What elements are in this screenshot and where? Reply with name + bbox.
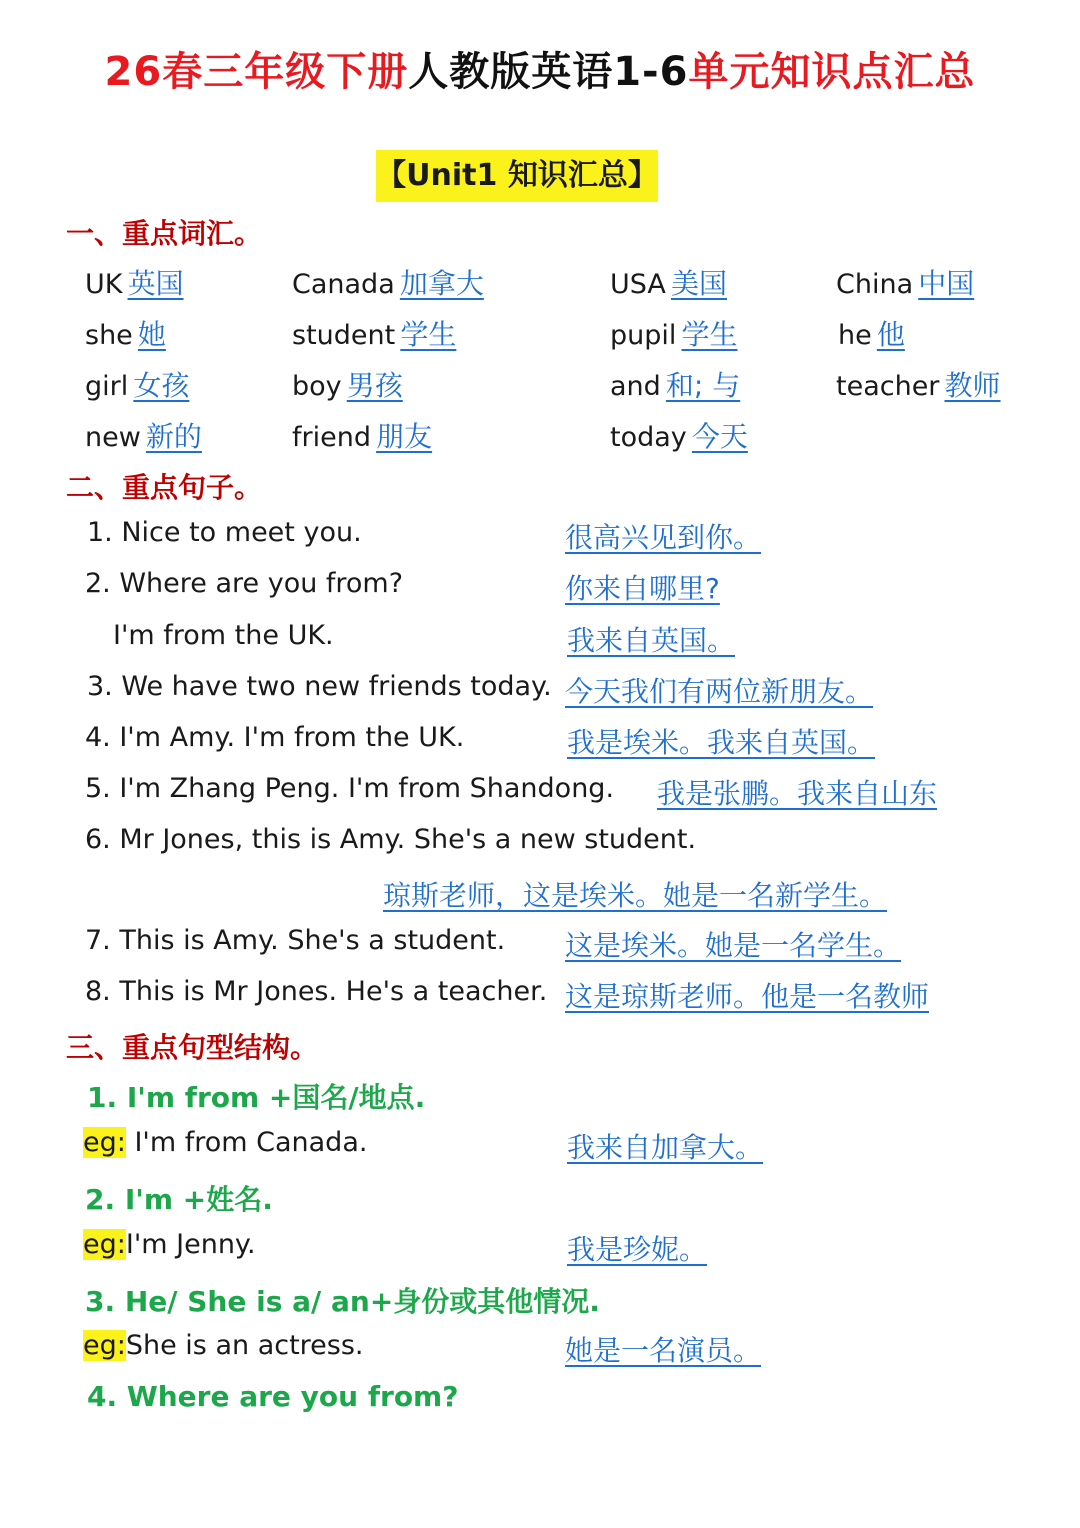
vocab-item bbox=[610, 364, 740, 404]
title-part-edition: 人教版英语1-6 bbox=[408, 49, 689, 95]
eg-label: eg: bbox=[83, 1330, 126, 1361]
vocab-zh: 教师 bbox=[944, 369, 1001, 402]
vocab-en: friend bbox=[292, 422, 371, 453]
sentence-zh: 我来自英国。 bbox=[567, 624, 736, 657]
title-part-grade: 26春三年级下册 bbox=[104, 49, 409, 95]
pattern-zh: 我是珍妮。 bbox=[567, 1233, 708, 1266]
sentence-en: 4. I'm Amy. I'm from the UK. bbox=[85, 722, 465, 753]
vocab-zh: 男孩 bbox=[346, 369, 403, 402]
vocab-zh: 她 bbox=[137, 318, 166, 351]
vocab-en: Canada bbox=[292, 269, 395, 300]
vocab-en: and bbox=[610, 371, 661, 402]
sentence-zh: 你来自哪里? bbox=[565, 572, 720, 605]
pattern-zh: 我来自加拿大。 bbox=[567, 1131, 764, 1164]
vocab-item bbox=[838, 313, 905, 353]
vocab-en: China bbox=[836, 269, 914, 300]
eg-label: eg: bbox=[83, 1229, 126, 1260]
sentence-zh: 我是埃米。我来自英国。 bbox=[567, 726, 876, 759]
pattern-rule: 1. I'm from +国名/地点. bbox=[87, 1081, 426, 1114]
section-heading-patterns: 三、重点句型结构。 bbox=[66, 1031, 319, 1064]
pattern-example bbox=[83, 1229, 256, 1260]
vocab-zh: 女孩 bbox=[133, 369, 190, 402]
section-heading-vocab: 一、重点词汇。 bbox=[66, 217, 263, 250]
sentence-en: 7. This is Amy. She's a student. bbox=[85, 925, 506, 956]
vocab-item bbox=[836, 262, 974, 302]
vocab-item bbox=[610, 313, 738, 353]
sentence-en: 8. This is Mr Jones. He's a teacher. bbox=[85, 976, 548, 1007]
unit-heading: 【Unit1 知识汇总】 bbox=[376, 150, 658, 202]
vocab-en: boy bbox=[292, 371, 342, 402]
vocab-zh: 和; 与 bbox=[665, 369, 741, 402]
pattern-rule: 3. He/ She is a/ an+身份或其他情况. bbox=[85, 1285, 600, 1318]
vocab-zh: 加拿大 bbox=[399, 267, 484, 300]
vocab-item bbox=[85, 364, 189, 404]
sentence-zh: 很高兴见到你。 bbox=[565, 521, 762, 554]
vocab-zh: 中国 bbox=[918, 267, 975, 300]
pattern-example bbox=[83, 1127, 367, 1158]
sentence-en: 5. I'm Zhang Peng. I'm from Shandong. bbox=[85, 773, 615, 804]
vocab-zh: 学生 bbox=[681, 318, 738, 351]
vocab-item bbox=[292, 364, 403, 404]
sentence-zh: 这是埃米。她是一名学生。 bbox=[565, 929, 902, 962]
pattern-example-text: I'm from Canada. bbox=[125, 1127, 368, 1158]
sentence-en: 2. Where are you from? bbox=[85, 568, 404, 599]
vocab-item bbox=[85, 262, 184, 302]
vocab-zh: 新的 bbox=[145, 420, 202, 453]
vocab-zh: 英国 bbox=[127, 267, 184, 300]
vocab-zh: 他 bbox=[876, 318, 905, 351]
vocab-en: girl bbox=[85, 371, 129, 402]
pattern-example-text: She is an actress. bbox=[125, 1330, 364, 1361]
vocab-en: today bbox=[610, 422, 687, 453]
pattern-example-text: I'm Jenny. bbox=[125, 1229, 256, 1260]
vocab-item bbox=[610, 415, 748, 455]
vocab-item bbox=[85, 415, 202, 455]
pattern-zh: 她是一名演员。 bbox=[565, 1334, 762, 1367]
vocab-en: USA bbox=[610, 269, 666, 300]
page-title bbox=[0, 40, 1080, 97]
vocab-zh: 今天 bbox=[691, 420, 748, 453]
vocab-item bbox=[610, 262, 727, 302]
sentence-en: 6. Mr Jones, this is Amy. She's a new student. bbox=[85, 824, 697, 855]
vocab-zh: 朋友 bbox=[376, 420, 433, 453]
vocab-zh: 美国 bbox=[670, 267, 727, 300]
sentence-zh: 今天我们有两位新朋友。 bbox=[565, 675, 874, 708]
sentence-zh: 我是张鹏。我来自山东 bbox=[657, 777, 938, 810]
vocab-en: student bbox=[292, 320, 396, 351]
vocab-zh: 学生 bbox=[400, 318, 457, 351]
vocab-item bbox=[292, 415, 432, 455]
sentence-en: I'm from the UK. bbox=[113, 620, 334, 651]
vocab-en: teacher bbox=[836, 371, 940, 402]
pattern-rule: 2. I'm +姓名. bbox=[85, 1183, 273, 1216]
vocab-item bbox=[85, 313, 166, 353]
vocab-en: UK bbox=[85, 269, 123, 300]
vocab-item bbox=[292, 313, 456, 353]
pattern-example bbox=[83, 1330, 364, 1361]
vocab-en: new bbox=[85, 422, 141, 453]
vocab-item bbox=[292, 262, 484, 302]
sentence-zh: 琼斯老师，这是埃米。她是一名新学生。 bbox=[383, 879, 888, 912]
vocab-en: he bbox=[838, 320, 872, 351]
vocab-en: pupil bbox=[610, 320, 677, 351]
vocab-item bbox=[836, 364, 1001, 404]
eg-label: eg: bbox=[83, 1127, 126, 1158]
sentence-en: 1. Nice to meet you. bbox=[87, 517, 362, 548]
vocab-en: she bbox=[85, 320, 133, 351]
pattern-rule: 4. Where are you from? bbox=[87, 1380, 459, 1413]
sentence-en: 3. We have two new friends today. bbox=[87, 671, 552, 702]
title-part-summary: 单元知识点汇总 bbox=[688, 49, 976, 95]
sentence-zh: 这是琼斯老师。他是一名教师 bbox=[565, 980, 930, 1013]
section-heading-sentences: 二、重点句子。 bbox=[66, 471, 263, 504]
